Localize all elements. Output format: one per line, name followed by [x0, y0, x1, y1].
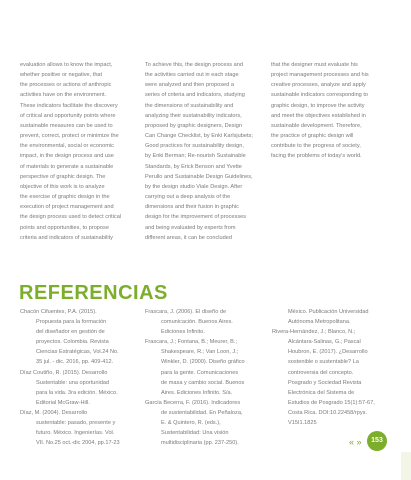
body-text-line: proposed by graphic designers, Design — [145, 122, 243, 129]
reference-line: V15I1.1825 — [288, 420, 317, 427]
reference-line: Houbron, E. (2017). ¿Desarrollo — [288, 349, 368, 356]
reference-line: Chacón Cifuentes, P.A. (2015). — [20, 309, 97, 315]
body-text-line: the activities carried out in each stage — [145, 72, 239, 79]
body-text-line: project management processes and his — [271, 72, 369, 79]
body-column-2 — [145, 60, 261, 243]
body-text-line: Perullo and Sustainable Design Guidelines, — [145, 173, 253, 180]
references-column-3 — [272, 307, 390, 428]
references-column-2 — [145, 307, 263, 448]
body-text-line: sustainable measures can be used to — [20, 122, 113, 129]
body-text-line: the practice of graphic design will — [271, 133, 354, 140]
reference-line: Sustentable: una oportunidad — [36, 379, 110, 386]
reference-line: Aires. Ediciones Infinito. S/a. — [161, 389, 233, 396]
page-number-badge: 153 — [367, 431, 387, 451]
reference-line: México. Publicación Universidad — [288, 309, 369, 315]
reference-line: Propuesta para la formación — [36, 319, 107, 326]
body-text-line: the design process used to detect critical — [20, 214, 122, 221]
side-tab-decoration — [401, 452, 411, 480]
reference-line: Frascara, J. (2006). El diseño de — [145, 309, 227, 315]
body-text-line: the exercise of graphic design in the — [20, 194, 110, 201]
reference-line: VII. No.25 oct.-dic 2004, pp.17-23 — [36, 440, 120, 447]
body-text-line: that the designer must evaluate his — [271, 62, 358, 68]
body-text-line: series of criteria and indicators, studying — [145, 92, 245, 99]
reference-line: 35 jul. - dic. 2016, pp. 409-412. — [36, 359, 114, 366]
reference-line: Costa Rica. DOI:10.22458/rpys. — [288, 409, 367, 416]
body-text-line: of critical and opportunity points where — [20, 112, 116, 119]
reference-line: Ediciones Infinito. — [161, 329, 205, 336]
reference-line: sustentable: pasado, presente y — [36, 420, 116, 427]
body-column-3 — [271, 60, 389, 162]
reference-line: Díaz Coutiño, R. (2015). Desarrollo — [20, 369, 108, 376]
reference-line: sostenible o sustentable? La — [288, 359, 359, 366]
body-text-line: and being evaluated by experts from — [145, 224, 236, 231]
reference-line: Posgrado y Sociedad Revista — [288, 379, 362, 386]
body-text-line: design for the improvement of processes — [145, 214, 247, 221]
body-text-line: graphic design, to improve the activity — [271, 102, 365, 109]
references-heading: REFERENCIAS — [19, 282, 168, 304]
body-text-line: sustainable development. Therefore, — [271, 122, 362, 129]
body-text-line: dimensions and their fusion in graphic — [145, 204, 239, 211]
body-text-line: different areas, it can be concluded — [145, 234, 232, 241]
reference-line: Editorial McGraw-Hill. — [36, 399, 90, 406]
body-text-line: were analyzed and then proposed a — [145, 82, 234, 89]
body-text-line: activities have on the environment. — [20, 92, 107, 99]
body-text-line: objective of this work is to analyze — [20, 183, 105, 190]
body-text-line: creative processes, analyze and apply — [271, 82, 366, 89]
reference-line: Winkler, D. (2000). Diseño gráfico — [161, 359, 245, 366]
body-text-line: points and opportunities, to propose — [20, 224, 109, 231]
body-text-line: the environmental, social or economic — [20, 143, 114, 150]
reference-line: proyectos. Colombia. Revista — [36, 339, 109, 346]
body-text-line: by Enki Berman; Re-nourish Sustainable — [145, 153, 246, 160]
body-text-line: Standards, by Erick Benson and Yvette — [145, 163, 242, 170]
references-column-1 — [20, 307, 138, 448]
body-text-line: contribute to the progress of society, — [271, 143, 361, 150]
body-text-line: evaluation allows to know the impact, — [20, 62, 113, 68]
body-text-line: Good practices for sustainability design, — [145, 143, 244, 150]
reference-line: Díaz, M. (2004). Desarrollo — [20, 409, 88, 416]
body-text-line: sustainable indicators corresponding to — [271, 92, 369, 99]
reference-line: controversia del concepto. — [288, 369, 354, 376]
body-text-line: carrying out a deep analysis of the — [145, 194, 231, 201]
page-nav-arrows[interactable]: « » — [349, 437, 362, 447]
reference-line: Shakespeare, R.; Van Loon, J.; — [161, 349, 239, 356]
reference-line: del diseñador en gestión de — [36, 329, 105, 336]
reference-line: para la gente. Comunicaciones — [161, 369, 239, 376]
body-text-line: facing the problems of today's world. — [271, 153, 362, 160]
reference-line: comunicación. Buenos Aires. — [161, 319, 233, 326]
reference-line: Autónoma Metropolitana. — [288, 319, 351, 326]
body-text-line: analyzing their sustainability indicators, — [145, 112, 242, 119]
reference-line: Electrónica del Sistema de — [288, 389, 355, 396]
body-text-line: prevent, correct, protect or minimize the — [20, 133, 119, 140]
body-text-line: perspective of graphic design. The — [20, 173, 106, 180]
reference-line: de masa y cambio social. Buenos — [161, 379, 245, 386]
reference-line: Estudios de Posgrado 15(1):57-67, — [288, 399, 375, 406]
body-text-line: by the design studio Viale Design. After — [145, 183, 243, 190]
body-text-line: the processes or actions of anthropic — [20, 82, 112, 89]
body-text-line: These indicators facilitate the discovery — [20, 102, 118, 109]
body-text-line: and meet the objectives established in — [271, 112, 366, 119]
body-text-line: whether positive or negative, that — [20, 72, 103, 79]
reference-line: García Becerra, F. (2016). Indicadores — [145, 399, 241, 406]
body-text-line: the dimensions of sustainability and — [145, 102, 234, 109]
reference-line: Sustentabilidad: Una visión — [161, 430, 229, 437]
body-text-line: criteria and indicators of sustainability — [20, 234, 113, 241]
body-column-1 — [20, 60, 136, 243]
reference-line: E. & Quintero, R. (eds.), — [161, 420, 221, 427]
body-text-line: impact, in the design process and use — [20, 153, 114, 160]
body-text-line: To achieve this, the design process and — [145, 62, 243, 68]
body-text-line: of materials to generate a sustainable — [20, 163, 114, 170]
reference-line: multidisciplinaria (pp. 237-250). — [161, 440, 239, 447]
reference-line: futuro. México. Ingenierías. Vol. — [36, 430, 115, 437]
reference-line: Rivera-Hernández, J.; Blanco, N.; — [272, 329, 356, 336]
reference-line: Frascara, J.; Fontana, B.; Meurer, B.; — [145, 339, 238, 346]
body-text-line: Can Change Checklist, by Enki Karlsjubets; — [145, 133, 253, 140]
reference-line: Ciencias Estratégicas, Vol.24 No. — [36, 349, 119, 356]
body-text-line: execution of project management and — [20, 204, 114, 211]
reference-line: para la vida. 3ra edición. México. — [36, 389, 118, 396]
reference-line: Alcántara-Salinas, G.; Pascal — [288, 339, 361, 346]
reference-line: de sustentabilidad. En Peñaloza, — [161, 409, 243, 416]
